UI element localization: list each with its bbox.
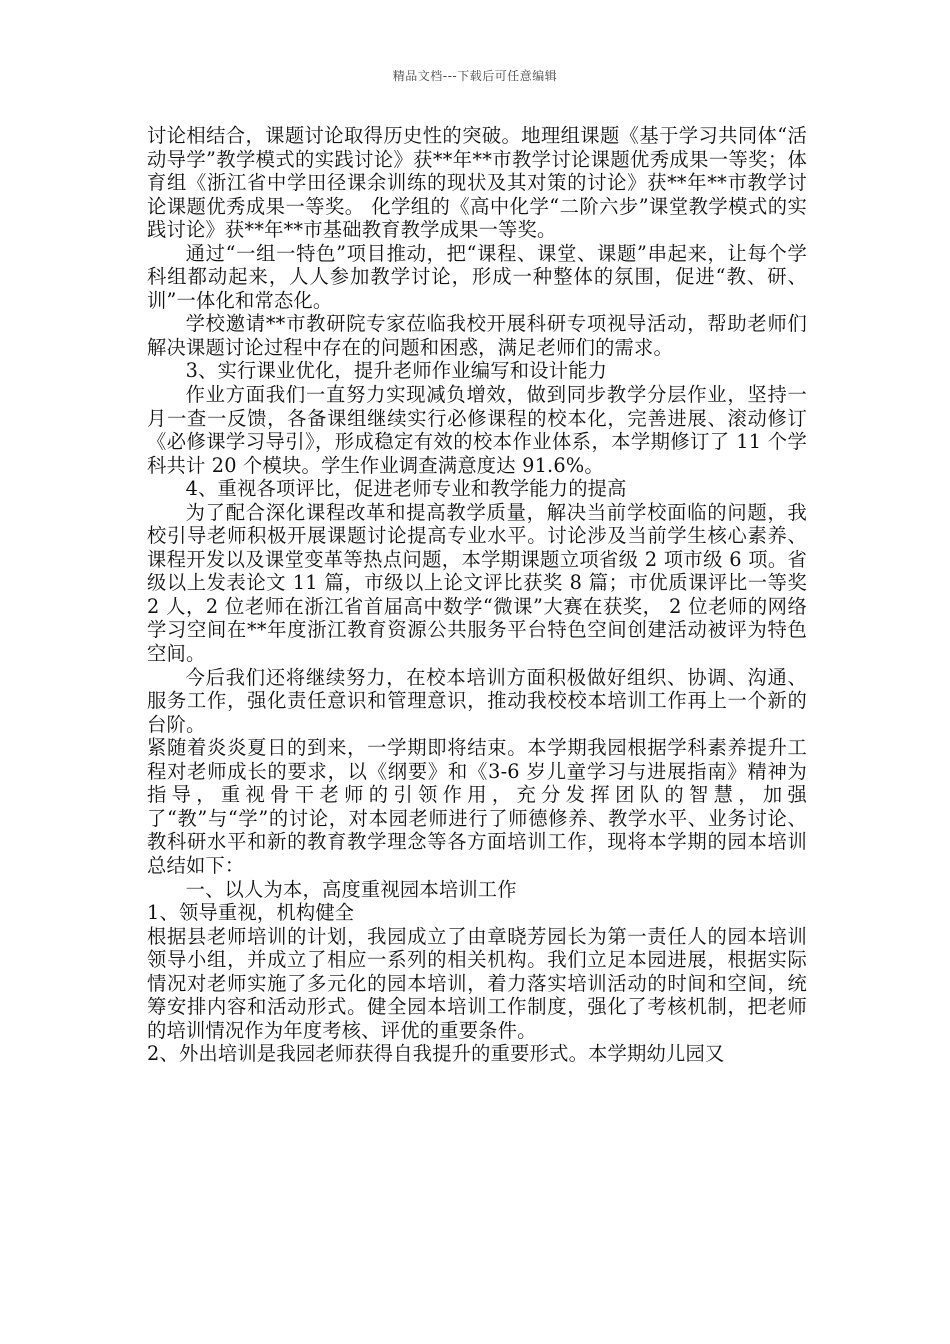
paragraph: 作业方面我们一直努力实现减负增效，做到同步教学分层作业，坚持一月一查一反馈，各备课组继续实行必修课程的校本化，完善进展、滚动修订《必修课学习导引》，形成稳定有效的校本作业体系，本学期修订了 11 个学科共计 20 个模块。学生作业调查满意度达 91.6%。 [147,383,807,477]
section-heading: 3、实行课业优化，提升老师作业编写和设计能力 [185,359,608,383]
section-heading: 一、以人为本，高度重视园本培训工作 [185,877,517,901]
page-header: 精品文档---下载后可任意编辑 [392,69,558,83]
section-heading: 4、重视各项评比，促进老师专业和教学能力的提高 [185,477,627,501]
paragraph: 讨论相结合，课题讨论取得历史性的突破。地理组课题《基于学习共同体“活动导学”教学模式的实践讨论》获**年**市教学讨论课题优秀成果一等奖；体育组《浙江省中学田径课余训练的现状及其对策的讨论》获**年**市教学讨论课题优秀成果一等奖。 化学组的《高中化学“二阶六步”课堂教学模式的实践讨论》获**年**市基础教育教学成果一等奖。 [147,124,807,242]
document-body [147,124,807,1066]
paragraph: 今后我们还将继续努力，在校本培训方面积极做好组织、协调、沟通、服务工作，强化责任意识和管理意识，推动我校校本培训工作再上一个新的台阶。 [147,665,807,736]
paragraph: 通过“一组一特色”项目推动，把“课程、课堂、课题”串起来，让每个学科组都动起来，人人参加教学讨论，形成一种整体的氛围，促进“教、研、训”一体化和常态化。 [147,241,807,312]
paragraph: 为了配合深化课程改革和提高教学质量，解决当前学校面临的问题，我校引导老师积极开展课题讨论提高专业水平。讨论涉及当前学生核心素养、课程开发以及课堂变革等热点问题，本学期课题立项省级 2 项市级 6 项。省级以上发表论文 11 篇，市级以上论文评比获奖 8 篇；市优质课评比一等奖 2 人，2 位老师在浙江省首届高中数学“微课”大赛在获奖， 2 位老师的网络学习空间在**年度浙江教育资源公共服务平台特色空间创建活动被评为特色空间。 [147,500,807,666]
paragraph: 根据县老师培训的计划，我园成立了由章晓芳园长为第一责任人的园本培训领导小组，并成立了相应一系列的相关机构。我们立足本园进展，根据实际情况对老师实施了多元化的园本培训，着力落实培训活动的时间和空间，统筹安排内容和活动形式。健全园本培训工作制度，强化了考核机制，把老师的培训情况作为年度考核、评优的重要条件。 [147,924,807,1042]
paragraph: 2、外出培训是我园老师获得自我提升的重要形式。本学期幼儿园又 [147,1042,725,1066]
paragraph: 学校邀请**市教研院专家莅临我校开展科研专项视导活动，帮助老师们解决课题讨论过程中存在的问题和困惑，满足老师们的需求。 [147,312,807,359]
subsection-heading: 1、领导重视，机构健全 [147,901,355,925]
paragraph: 紧随着炎炎夏日的到来，一学期即将结束。本学期我园根据学科素养提升工程对老师成长的要求，以《纲要》和《3-6 岁儿童学习与进展指南》精神为指导，重视骨干老师的引领作用，充分发挥团队的智慧，加强了“教”与“学”的讨论，对本园老师进行了师德修养、教学水平、业务讨论、教科研水平和新的教育教学理念等各方面培训工作，现将本学期的园本培训总结如下： [147,736,807,877]
